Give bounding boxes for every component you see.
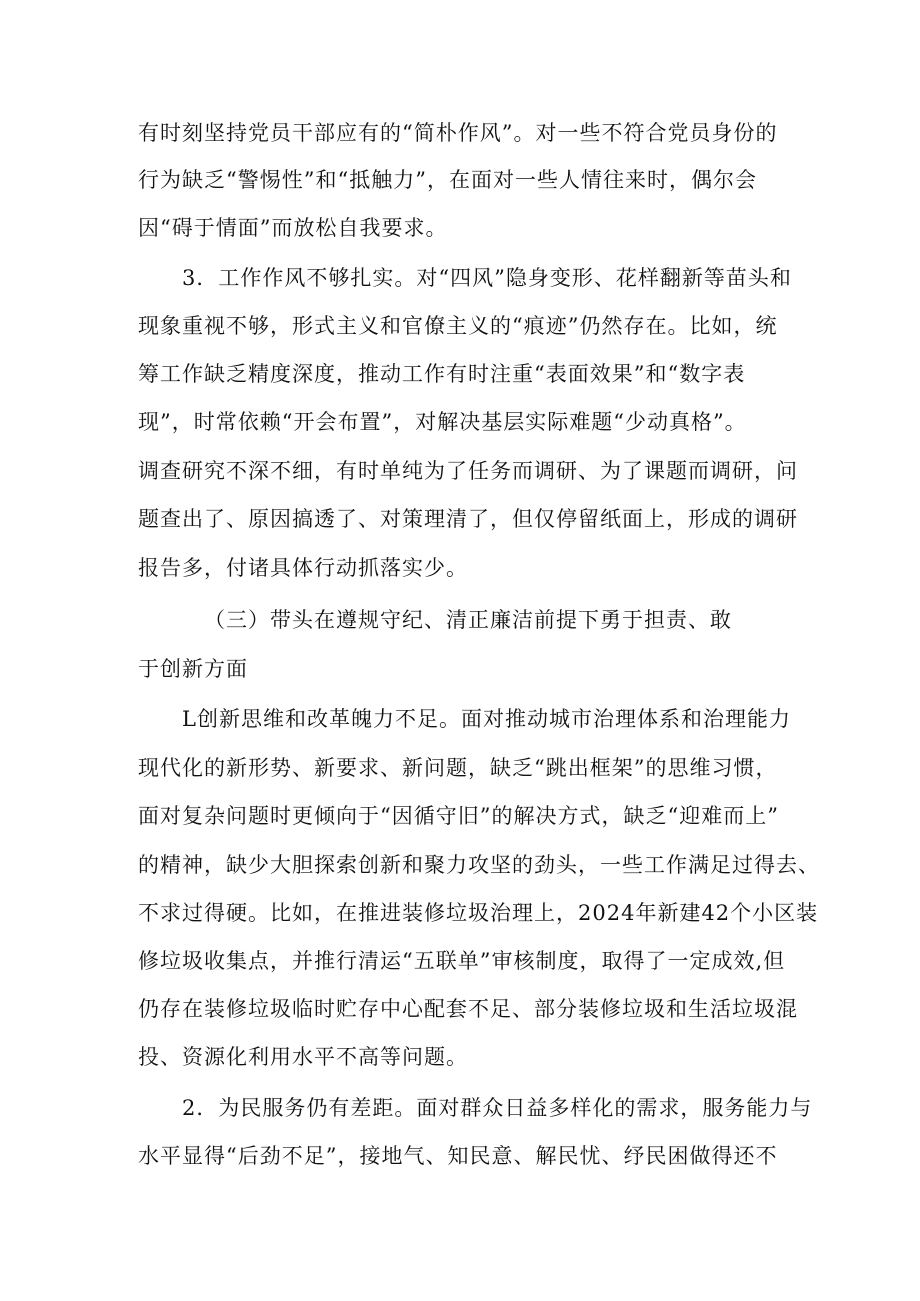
- text-line: 的精神，缺少大胆探索创新和聚力攻坚的劲头，一些工作满足过得去、: [138, 853, 820, 877]
- text-line: 筹工作缺乏精度深度，推动工作有时注重“表面效果”和“数字表: [138, 362, 746, 386]
- text-line: 2．为民服务仍有差距。面对群众日益多样化的需求，服务能力与: [182, 1096, 813, 1120]
- text-line: 水平显得“后劲不足”，接地气、知民意、解民忧、纾民困做得还不: [138, 1144, 778, 1168]
- text-line: 面对复杂问题时更倾向于“因循守旧”的解决方式，缺乏“迎难而上”: [138, 804, 779, 828]
- text-line: 修垃圾收集点，并推行清运“五联单”审核制度，取得了一定成效,但: [138, 949, 786, 973]
- text-line: 现”，时常依赖“开会布置”，对解决基层实际难题“少动真格”。: [138, 410, 747, 434]
- text-line: L创新思维和改革魄力不足。面对推动城市治理体系和治理能力: [182, 707, 791, 731]
- text-line: 行为缺乏“警惕性”和“抵触力”，在面对一些人情往来时，偶尔会: [138, 168, 757, 192]
- text-line: 投、资源化利用水平不高等问题。: [138, 1045, 468, 1069]
- text-line: 不求过得硬。比如，在推进装修垃圾治理上，2024年新建42个小区装: [138, 901, 819, 925]
- text-line: 3．工作作风不够扎实。对“四风”隐身变形、花样翻新等苗头和: [182, 266, 792, 290]
- text-line: 题查出了、原因搞透了、对策理清了，但仅停留纸面上，形成的调研: [138, 507, 798, 531]
- text-line: 因“碍于情面”而放松自我要求。: [138, 216, 448, 240]
- section-heading-line: 于创新方面: [138, 657, 248, 681]
- text-line: 现象重视不够，形式主义和官僚主义的“痕迹”仍然存在。比如，统: [138, 314, 778, 338]
- section-heading-line: （三）带头在遵规守纪、清正廉洁前提下勇于担责、敢: [204, 608, 732, 632]
- text-line: 有时刻坚持党员干部应有的“简朴作风”。对一些不符合党员身份的: [138, 121, 778, 145]
- text-line: 现代化的新形势、新要求、新问题，缺乏“跳出框架”的思维习惯，: [138, 756, 778, 780]
- text-line: 报告多，付诸具体行动抓落实少。: [138, 556, 468, 580]
- text-line: 仍存在装修垃圾临时贮存中心配套不足、部分装修垃圾和生活垃圾混: [138, 997, 798, 1021]
- text-line: 调查研究不深不细，有时单纯为了任务而调研、为了课题而调研，问: [138, 459, 798, 483]
